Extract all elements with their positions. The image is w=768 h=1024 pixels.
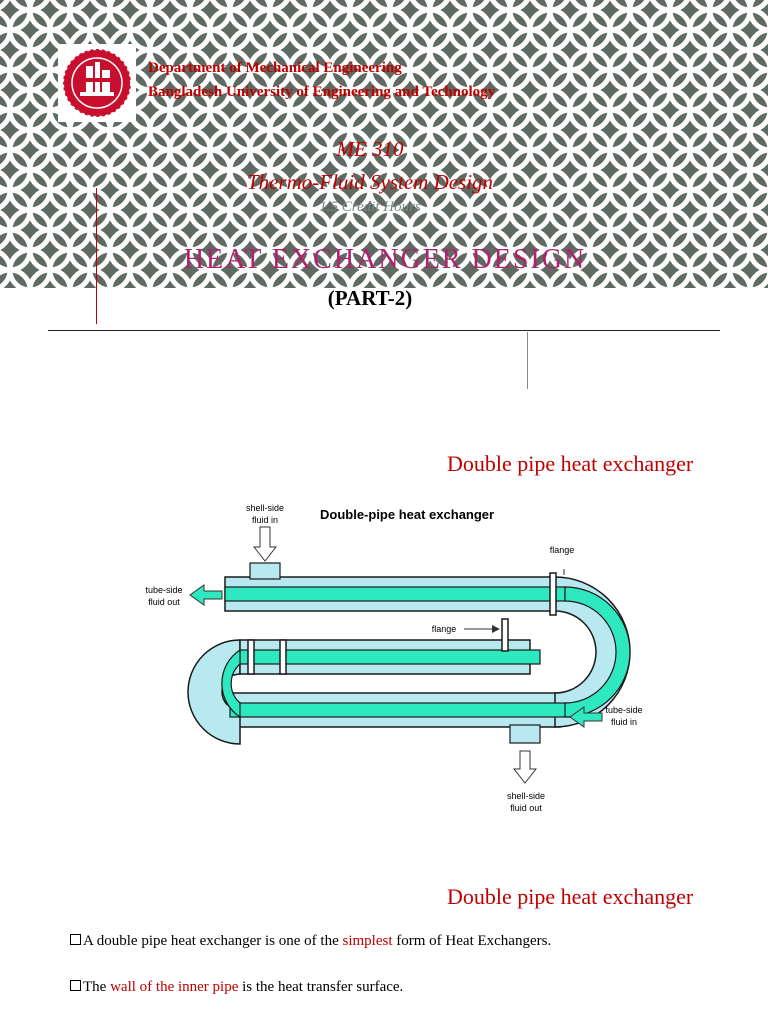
label-flange-top: flange bbox=[549, 545, 575, 555]
label-tube-out-1: tube-side bbox=[145, 585, 183, 595]
figure-title: Double-pipe heat exchanger bbox=[320, 507, 495, 522]
label-shell-in-2: fluid in bbox=[251, 515, 279, 525]
label-shell-out-2: fluid out bbox=[510, 803, 542, 813]
label-tube-out-2: fluid out bbox=[148, 597, 180, 607]
section-heading-1: Double pipe heat exchanger bbox=[447, 451, 694, 476]
tube-out-arrow bbox=[190, 585, 222, 605]
course-title: Thermo-Fluid System Design bbox=[246, 170, 494, 194]
university-name: Bangladesh University of Engineering and Technology bbox=[148, 84, 496, 100]
bullet-item-1: A double pipe heat exchanger is one of the simplest form of Heat Exchangers. bbox=[70, 933, 551, 950]
label-shell-out-1: shell-side bbox=[506, 791, 546, 801]
credit-hours: 1.5 Credit Hours bbox=[319, 199, 421, 215]
department-name: Department of Mechanical Engineering bbox=[148, 60, 402, 76]
double-pipe-diagram bbox=[130, 495, 690, 825]
label-tube-in-1: tube-side bbox=[605, 705, 643, 715]
page-title: HEAT EXCHANGER DESIGN bbox=[183, 244, 587, 275]
shell-out-arrow bbox=[514, 751, 536, 783]
label-flange-mid: flange bbox=[431, 624, 457, 634]
label-tube-in-2: fluid in bbox=[610, 717, 638, 727]
part-label: (PART-2) bbox=[327, 286, 413, 310]
bullet-item-2: The wall of the inner pipe is the heat transfer surface. bbox=[70, 979, 403, 996]
shell-outlet-nozzle bbox=[510, 725, 540, 743]
university-logo bbox=[58, 44, 136, 122]
horizontal-rule bbox=[48, 330, 720, 331]
accent-vertical-line bbox=[96, 188, 97, 324]
shell-in-arrow bbox=[254, 527, 276, 561]
checkbox-icon bbox=[70, 980, 81, 991]
vertical-rule bbox=[527, 332, 528, 389]
course-code: ME 310 bbox=[336, 137, 404, 161]
checkbox-icon bbox=[70, 934, 81, 945]
shell-inlet-nozzle bbox=[250, 563, 280, 579]
section-heading-2: Double pipe heat exchanger bbox=[447, 884, 694, 909]
label-shell-in-1: shell-side bbox=[245, 503, 285, 513]
